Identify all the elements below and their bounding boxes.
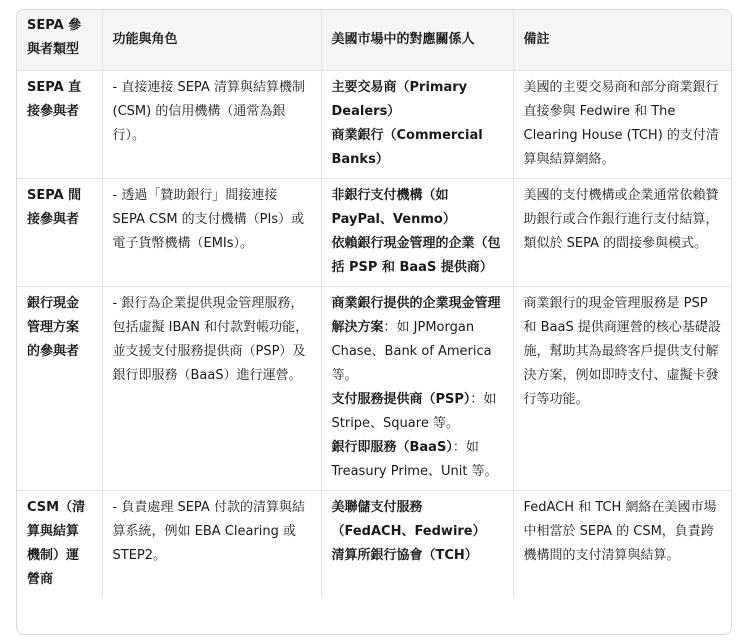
counterpart-detail: ：如 JPMorgan Chase、Bank of America 等。	[331, 320, 492, 383]
us-counterpart-cell	[321, 71, 513, 179]
participant-type-cell: CSM（清算與結算機制）運營商	[17, 491, 102, 599]
counterpart-line	[332, 436, 503, 484]
table-row	[17, 287, 731, 491]
header-function-role: 功能與角色	[102, 10, 321, 71]
participant-type-cell: 銀行現金管理方案的參與者	[17, 287, 102, 491]
table-row	[17, 491, 731, 599]
counterpart-name: 依賴銀行現金管理的企業（包括 PSP 和 BaaS 提供商）	[331, 236, 501, 275]
counterpart-line	[332, 292, 503, 388]
counterpart-name: 非銀行支付機構（如 PayPal、Venmo）	[331, 188, 456, 227]
function-cell: - 負責處理 SEPA 付款的清算與結算系統，例如 EBA Clearing 或 STEP2。	[102, 491, 321, 599]
counterpart-name: 主要交易商（Primary Dealers）	[331, 80, 468, 119]
table-header-row	[17, 10, 731, 71]
counterpart-name: 銀行即服務（BaaS）	[331, 440, 453, 455]
note-cell: 美國的主要交易商和部分商業銀行直接參與 Fedwire 和 The Clearing House (TCH) 的支付清算與結算網絡。	[513, 71, 731, 179]
counterpart-line	[332, 76, 503, 124]
us-counterpart-cell	[321, 287, 513, 491]
counterpart-detail: ：如 Treasury Prime、Unit 等。	[331, 440, 498, 479]
counterpart-line	[332, 496, 503, 544]
participant-type-cell: SEPA 間接參與者	[17, 179, 102, 287]
us-counterpart-cell	[321, 179, 513, 287]
counterpart-line	[332, 184, 503, 232]
counterpart-line	[332, 388, 503, 436]
counterpart-line	[332, 544, 503, 568]
note-cell: FedACH 和 TCH 網絡在美國市場中相當於 SEPA 的 CSM，負責跨機構間的支付清算與結算。	[523, 500, 717, 563]
counterpart-name: 美聯儲支付服務（FedACH、Fedwire）	[331, 500, 486, 539]
header-notes: 備註	[513, 10, 731, 71]
counterpart-name: 清算所銀行協會（TCH）	[331, 548, 478, 563]
header-us-counterpart: 美國市場中的對應關係人	[321, 10, 513, 71]
counterpart-line	[332, 232, 503, 280]
us-counterpart-cell	[321, 491, 513, 599]
counterpart-name: 商業銀行提供的企業現金管理解決方案	[331, 296, 501, 335]
note-cell: 美國的支付機構或企業通常依賴贊助銀行或合作銀行進行支付結算，類似於 SEPA 的間接參與模式。	[513, 179, 731, 287]
table-row	[17, 179, 731, 287]
function-cell: - 透過「贊助銀行」間接連接 SEPA CSM 的支付機構（PIs）或電子貨幣機構（EMIs）。	[102, 179, 321, 287]
function-cell: - 銀行為企業提供現金管理服務，包括虛擬 IBAN 和付款對帳功能，並支援支付服務提供商（PSP）及銀行即服務（BaaS）進行運營。	[102, 287, 321, 491]
counterpart-line	[332, 124, 503, 172]
counterpart-name: 支付服務提供商（PSP）	[331, 392, 471, 407]
counterpart-name: 商業銀行（Commercial Banks）	[331, 128, 483, 167]
header-participant-type: SEPA 參與者類型	[17, 10, 102, 71]
comparison-table-container	[16, 9, 732, 635]
table-row	[17, 71, 731, 179]
sepa-comparison-table	[17, 10, 731, 598]
participant-type-cell: SEPA 直接參與者	[17, 71, 102, 179]
function-cell: - 直接連接 SEPA 清算與結算機制 (CSM) 的信用機構（通常為銀行）。	[102, 71, 321, 179]
note-cell: 商業銀行的現金管理服務是 PSP 和 BaaS 提供商運營的核心基礎設施，幫助其為最終客戶提供支付解決方案，例如即時支付、虛擬卡發行等功能。	[513, 287, 731, 491]
counterpart-detail: ：如 Stripe、Square 等。	[331, 392, 497, 431]
